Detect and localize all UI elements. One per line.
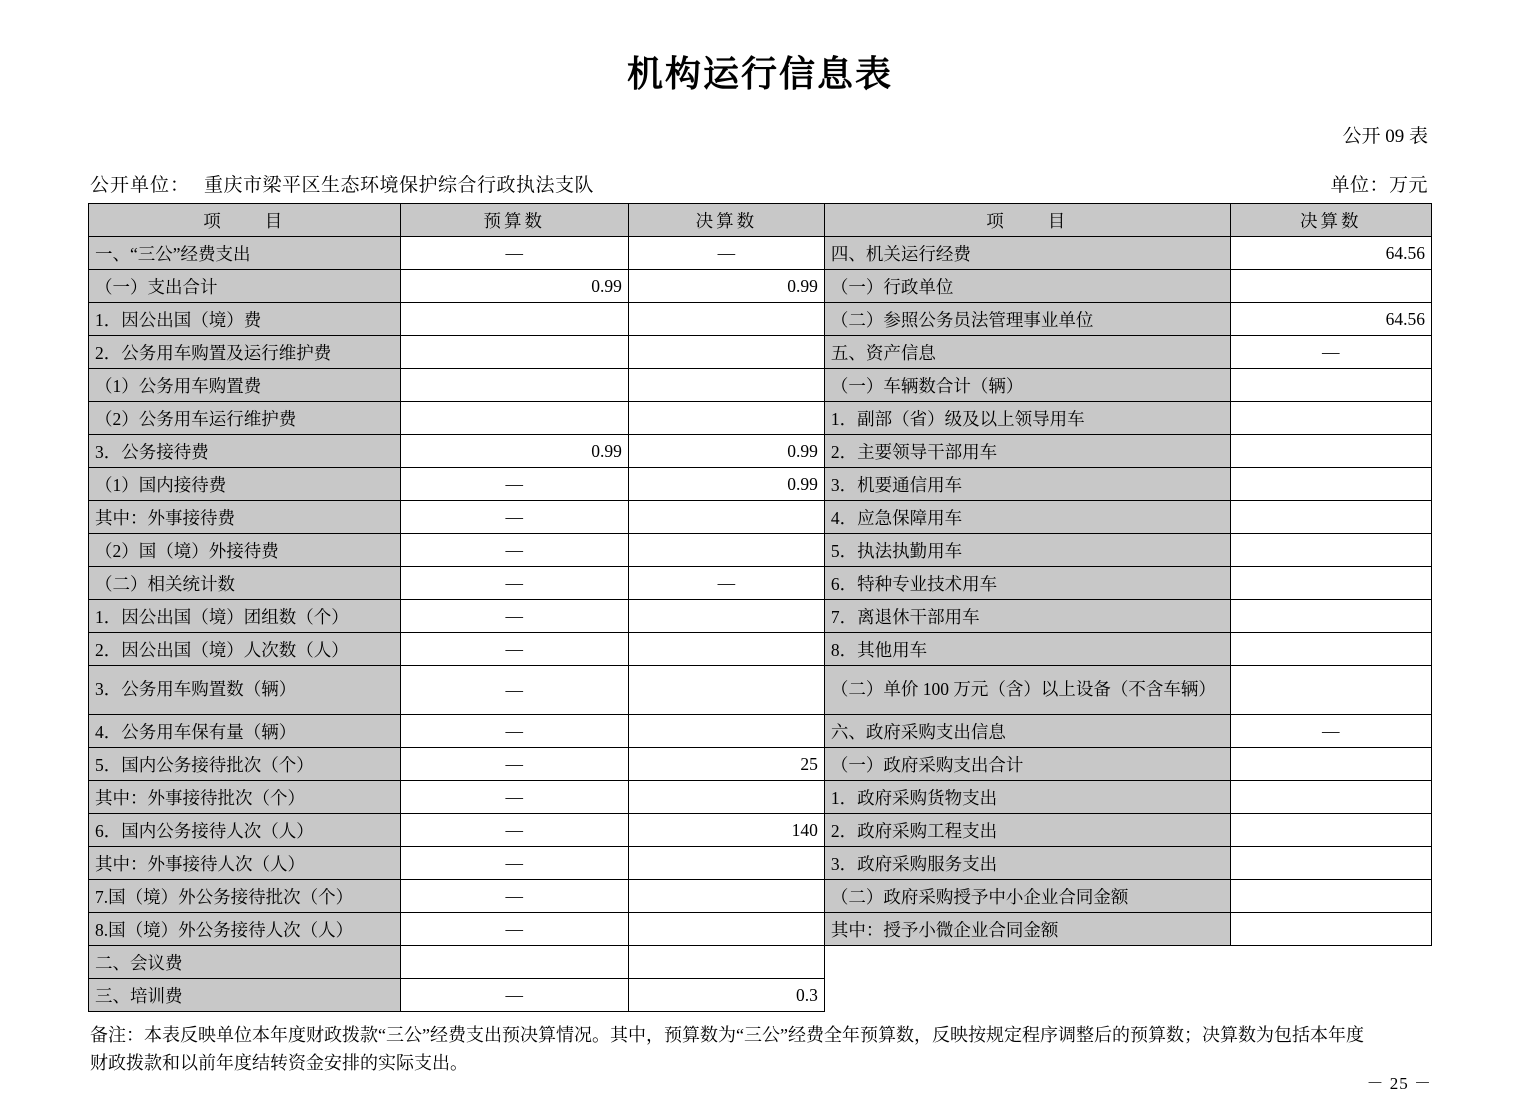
table-note: [88, 1022, 1432, 1078]
row-right-final-value: [1230, 534, 1431, 567]
row-right-final-value: —: [1230, 336, 1431, 369]
row-final-value: [628, 534, 824, 567]
row-budget-value: —: [400, 913, 628, 946]
row-budget-value: —: [400, 715, 628, 748]
table-header-row: [89, 204, 1432, 237]
row-label-left: 其中：外事接待费: [89, 501, 401, 534]
table-row: [89, 666, 1432, 715]
row-right-final-value: [1230, 468, 1431, 501]
row-label-right: 四、机关运行经费: [824, 237, 1230, 270]
row-label-left: 6．国内公务接待人次（人）: [89, 814, 401, 847]
table-row: [89, 633, 1432, 666]
table-row: [89, 501, 1432, 534]
table-row: [89, 435, 1432, 468]
row-budget-value: —: [400, 468, 628, 501]
table-row: [89, 781, 1432, 814]
row-label-left: 三、培训费: [89, 979, 401, 1012]
row-final-value: [628, 600, 824, 633]
row-label-left: （1）公务用车购置费: [89, 369, 401, 402]
row-right-final-value: [1230, 979, 1431, 1012]
row-label-left: 3．公务接待费: [89, 435, 401, 468]
row-budget-value: 0.99: [400, 435, 628, 468]
row-right-final-value: —: [1230, 715, 1431, 748]
row-label-left: （二）相关统计数: [89, 567, 401, 600]
header-right-item: 项 目: [824, 204, 1230, 237]
row-label-right: 4．应急保障用车: [824, 501, 1230, 534]
table-row: [89, 237, 1432, 270]
row-label-right: 3．机要通信用车: [824, 468, 1230, 501]
row-right-final-value: 64.56: [1230, 237, 1431, 270]
row-label-right: 5．执法执勤用车: [824, 534, 1230, 567]
table-body: [89, 237, 1432, 1012]
row-right-final-value: 64.56: [1230, 303, 1431, 336]
document-page: [0, 46, 1520, 1120]
row-label-right: （一）行政单位: [824, 270, 1230, 303]
table-row: [89, 534, 1432, 567]
row-budget-value: [400, 336, 628, 369]
row-label-left: 7.国（境）外公务接待批次（个）: [89, 880, 401, 913]
row-label-left: （2）公务用车运行维护费: [89, 402, 401, 435]
table-row: [89, 946, 1432, 979]
unit-name: 重庆市梁平区生态环境保护综合行政执法支队: [204, 175, 595, 196]
row-final-value: [628, 666, 824, 715]
row-final-value: [628, 501, 824, 534]
row-budget-value: —: [400, 567, 628, 600]
table-row: [89, 336, 1432, 369]
table-row: [89, 913, 1432, 946]
row-label-left: 3．公务用车购置数（辆）: [89, 666, 401, 715]
note-line-2: 财政拨款和以前年度结转资金安排的实际支出。: [90, 1052, 468, 1073]
row-final-value: [628, 336, 824, 369]
row-label-right: 1．政府采购货物支出: [824, 781, 1230, 814]
row-final-value: [628, 880, 824, 913]
row-right-final-value: [1230, 501, 1431, 534]
row-label-right: [824, 979, 1230, 1012]
row-label-right: 其中：授予小微企业合同金额: [824, 913, 1230, 946]
row-label-right: 6．特种专业技术用车: [824, 567, 1230, 600]
row-budget-value: [400, 369, 628, 402]
row-right-final-value: [1230, 847, 1431, 880]
row-label-left: （1）国内接待费: [89, 468, 401, 501]
row-right-final-value: [1230, 946, 1431, 979]
row-label-right: 8．其他用车: [824, 633, 1230, 666]
page-number: － 25 －: [1366, 1074, 1432, 1093]
table-row: [89, 847, 1432, 880]
row-budget-value: —: [400, 237, 628, 270]
table-row: [89, 880, 1432, 913]
row-right-final-value: [1230, 435, 1431, 468]
header-right-final: 决算数: [1230, 204, 1431, 237]
table-row: [89, 715, 1432, 748]
row-budget-value: —: [400, 600, 628, 633]
row-budget-value: [400, 402, 628, 435]
row-label-left: （2）国（境）外接待费: [89, 534, 401, 567]
row-final-value: 25: [628, 748, 824, 781]
row-label-right: （一）车辆数合计（辆）: [824, 369, 1230, 402]
unit-block: [90, 170, 594, 197]
note-line-1: 备注：本表反映单位本年度财政拨款“三公”经费支出预决算情况。其中，预算数为“三公”经费全年预算数，反映按规定程序调整后的预算数；决算数为包括本年度: [90, 1025, 1364, 1045]
row-final-value: [628, 913, 824, 946]
row-label-right: 六、政府采购支出信息: [824, 715, 1230, 748]
table-row: [89, 402, 1432, 435]
row-final-value: 0.3: [628, 979, 824, 1012]
row-budget-value: —: [400, 880, 628, 913]
table-row: [89, 567, 1432, 600]
row-label-left: 5．国内公务接待批次（个）: [89, 748, 401, 781]
header-budget: 预算数: [400, 204, 628, 237]
row-right-final-value: [1230, 402, 1431, 435]
row-label-right: 2．政府采购工程支出: [824, 814, 1230, 847]
row-label-right: 1．副部（省）级及以上领导用车: [824, 402, 1230, 435]
row-label-left: 2．因公出国（境）人次数（人）: [89, 633, 401, 666]
row-label-left: 一、“三公”经费支出: [89, 237, 401, 270]
table-row: [89, 600, 1432, 633]
row-right-final-value: [1230, 600, 1431, 633]
row-final-value: [628, 633, 824, 666]
row-budget-value: —: [400, 748, 628, 781]
meta-row: [88, 170, 1432, 197]
header-left-item: 项 目: [89, 204, 401, 237]
table-row: [89, 369, 1432, 402]
row-right-final-value: [1230, 748, 1431, 781]
row-final-value: [628, 847, 824, 880]
form-number: 公开 09 表: [1342, 126, 1428, 147]
row-right-final-value: [1230, 666, 1431, 715]
table-row: [89, 468, 1432, 501]
row-label-right: （二）参照公务员法管理事业单位: [824, 303, 1230, 336]
row-label-right: 五、资产信息: [824, 336, 1230, 369]
table-row: [89, 270, 1432, 303]
row-label-left: 2．公务用车购置及运行维护费: [89, 336, 401, 369]
table-row: [89, 814, 1432, 847]
row-right-final-value: [1230, 633, 1431, 666]
row-label-left: 1．因公出国（境）团组数（个）: [89, 600, 401, 633]
row-final-value: 0.99: [628, 468, 824, 501]
table-row: [89, 303, 1432, 336]
row-label-left: 二、会议费: [89, 946, 401, 979]
row-label-right: 3．政府采购服务支出: [824, 847, 1230, 880]
row-label-left: 其中：外事接待人次（人）: [89, 847, 401, 880]
row-final-value: [628, 303, 824, 336]
row-label-left: 8.国（境）外公务接待人次（人）: [89, 913, 401, 946]
row-final-value: 0.99: [628, 435, 824, 468]
row-budget-value: —: [400, 666, 628, 715]
row-label-left: 1．因公出国（境）费: [89, 303, 401, 336]
row-final-value: —: [628, 567, 824, 600]
row-right-final-value: [1230, 369, 1431, 402]
row-final-value: [628, 402, 824, 435]
row-label-left: 其中：外事接待批次（个）: [89, 781, 401, 814]
row-label-right: （二）单价 100 万元（含）以上设备（不含车辆）: [824, 666, 1230, 715]
header-final: 决算数: [628, 204, 824, 237]
row-label-right: （一）政府采购支出合计: [824, 748, 1230, 781]
row-budget-value: —: [400, 781, 628, 814]
row-final-value: [628, 715, 824, 748]
row-right-final-value: [1230, 880, 1431, 913]
row-right-final-value: [1230, 781, 1431, 814]
row-budget-value: —: [400, 633, 628, 666]
row-final-value: [628, 946, 824, 979]
row-label-right: 2．主要领导干部用车: [824, 435, 1230, 468]
row-budget-value: —: [400, 847, 628, 880]
unit-label: 公开单位：: [90, 175, 191, 196]
row-label-right: （二）政府采购授予中小企业合同金额: [824, 880, 1230, 913]
row-budget-value: —: [400, 979, 628, 1012]
row-right-final-value: [1230, 814, 1431, 847]
row-label-left: 4．公务用车保有量（辆）: [89, 715, 401, 748]
row-right-final-value: [1230, 913, 1431, 946]
row-budget-value: —: [400, 534, 628, 567]
page-title: 机构运行信息表: [626, 54, 893, 94]
row-budget-value: —: [400, 814, 628, 847]
row-final-value: [628, 781, 824, 814]
row-label-right: [824, 946, 1230, 979]
row-right-final-value: [1230, 567, 1431, 600]
row-label-left: （一）支出合计: [89, 270, 401, 303]
row-right-final-value: [1230, 270, 1431, 303]
row-final-value: [628, 369, 824, 402]
row-final-value: 140: [628, 814, 824, 847]
table-row: [89, 748, 1432, 781]
table-row: [89, 979, 1432, 1012]
amount-unit: 单位：万元: [1330, 175, 1428, 196]
row-budget-value: —: [400, 501, 628, 534]
row-final-value: —: [628, 237, 824, 270]
row-label-right: 7．离退休干部用车: [824, 600, 1230, 633]
row-budget-value: [400, 303, 628, 336]
row-final-value: 0.99: [628, 270, 824, 303]
institution-operation-table: [88, 203, 1432, 1012]
row-budget-value: [400, 946, 628, 979]
row-budget-value: 0.99: [400, 270, 628, 303]
